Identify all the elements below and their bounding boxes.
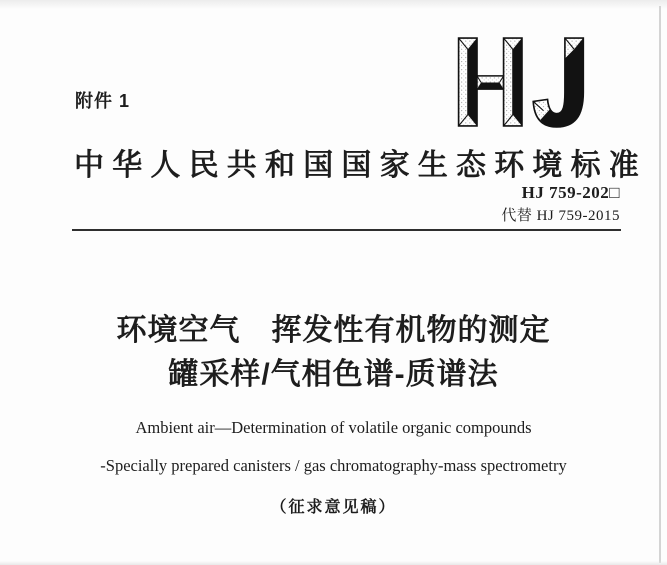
standard-number-block — [501, 182, 620, 226]
hj-logo-icon — [456, 36, 590, 128]
hj-logo — [456, 36, 590, 128]
page-edge-shadow-bottom — [0, 561, 667, 565]
document-title-cn-line1: 环境空气 挥发性有机物的测定 — [116, 314, 551, 347]
replaces-note: 代替 HJ 759-2015 — [501, 208, 620, 225]
document-title-en-line2: -Specially prepared canisters / gas chromatography-mass spectrometry — [100, 456, 567, 475]
page-edge-shadow-right — [659, 6, 661, 563]
document-title-cn — [20, 309, 647, 397]
document-title-en-line1: Ambient air—Determination of volatile organic compounds — [135, 418, 532, 437]
page-edge-shadow-top — [0, 0, 667, 9]
draft-for-comments-label: （征求意见稿） — [270, 499, 397, 516]
standard-code: HJ 759-202□ — [521, 183, 620, 202]
national-standard-heading: 中华人民共和国国家生态环境标准 — [74, 149, 647, 182]
header-divider-line — [72, 229, 621, 231]
document-title-cn-line2: 罐采样/气相色谱-质谱法 — [168, 358, 499, 391]
attachment-label: 附件 1 — [75, 91, 131, 111]
